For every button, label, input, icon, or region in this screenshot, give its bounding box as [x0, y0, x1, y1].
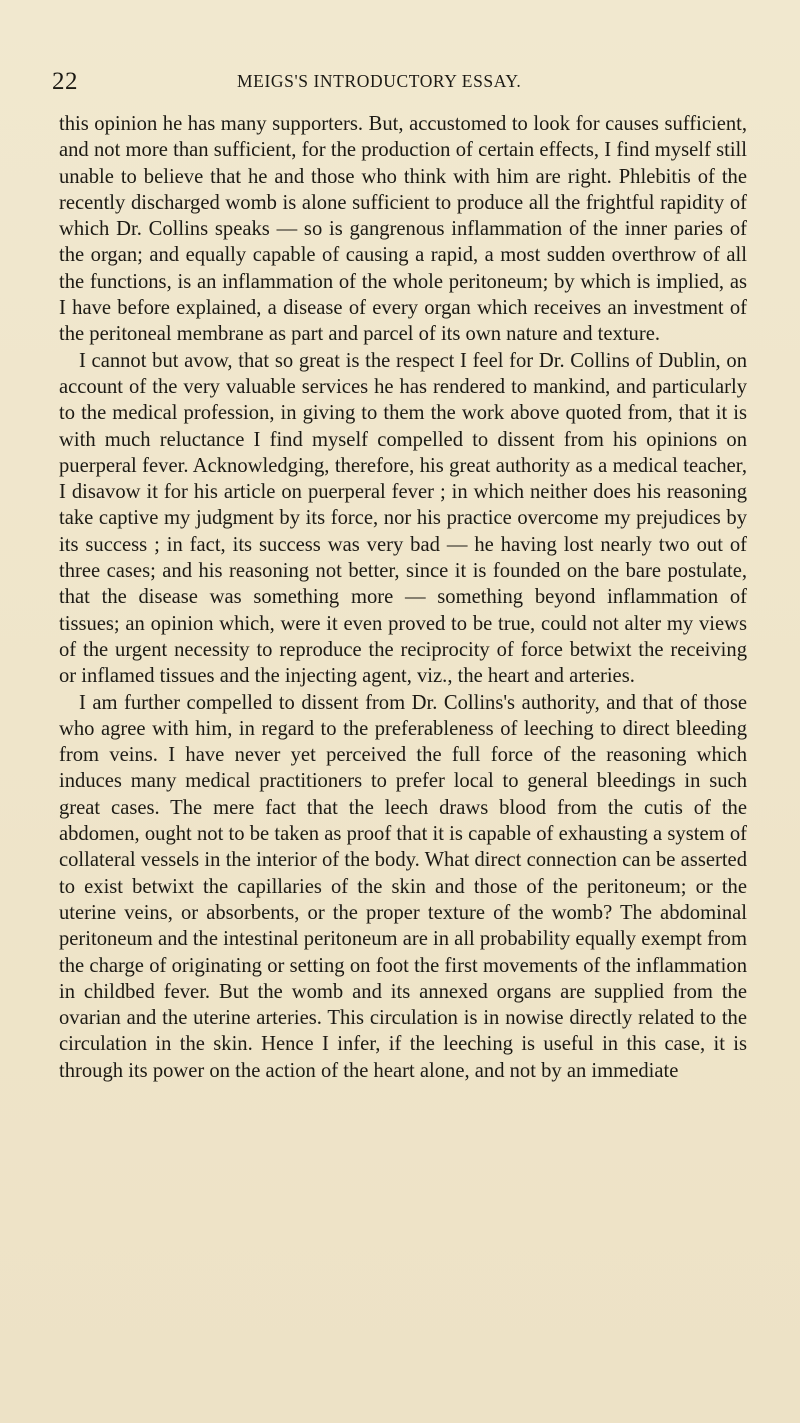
running-title: MEIGS'S INTRODUCTORY ESSAY. [237, 71, 522, 91]
paragraph-continued: this opinion he has many supporters. But, accustomed to look for causes sufficient, and not more than sufficient, for the production of certain effects, I find myself still unable to believe that he and those who think with him are right. Phlebitis of the recently discharged womb is alone sufficient to produce all the frightful rapidity of which Dr. Collins speaks — so is gangrenous inflammation of the inner paries of the organ; and equally capable of causing a rapid, a most sudden overthrow of all the functions, is an inflammation of the whole peritoneum; by which is implied, as I have before explained, a disease of every organ which receives an investment of the peritoneal membrane as part and parcel of its own nature and texture. [59, 113, 747, 346]
paragraph: I am further compelled to dissent from Dr. Collins's authority, and that of those who agree with him, in regard to the preferableness of leeching to direct bleeding from veins. I have never yet perceived the full force of the reasoning which induces many medical practitioners to prefer local to general bleedings in such great cases. The mere fact that the leech draws blood from the cutis of the abdomen, ought not to be taken as proof that it is capable of exhausting a system of collateral vessels in the interior of the body. What direct connection can be asserted to exist betwixt the capillaries of the skin and those of the peritoneum; or the uterine veins, or absorbents, or the proper texture of the womb? The abdominal peritoneum and the intestinal peritoneum are in all probability equally exempt from the charge of originating or setting on foot the first movements of the inflammation in childbed fever. But the womb and its annexed organs are supplied from the ovarian and the uterine arteries. This circulation is in nowise directly related to the circulation in the skin. Hence I infer, if the leeching is useful in this case, it is through its power on the action of the heart alone, and not by an immediate [59, 691, 747, 1082]
running-head [52, 68, 752, 94]
body-text [59, 111, 747, 1084]
page-number: 22 [52, 68, 78, 95]
paragraph: I cannot but avow, that so great is the respect I feel for Dr. Collins of Dublin, on account of the very valuable services he has rendered to mankind, and particularly to the medical profession, in giving to them the work above quoted from, that it is with much reluctance I find myself compelled to dissent from his opinions on puerperal fever. Acknowledging, therefore, his great authority as a medical teacher, I disavow it for his article on puerperal fever ; in which neither does his reasoning take captive my judgment by its force, nor his practice overcome my prejudices by its success ; in fact, its success was very bad — he having lost nearly two out of three cases; and his reasoning not better, since it is founded on the bare postulate, that the disease was something more — something beyond inflammation of tissues; an opinion which, were it even proved to be true, could not alter my views of the urgent necessity to reproduce the reciprocity of force betwixt the receiving or inflamed tissues and the injecting agent, viz., the heart and arteries. [59, 349, 747, 688]
